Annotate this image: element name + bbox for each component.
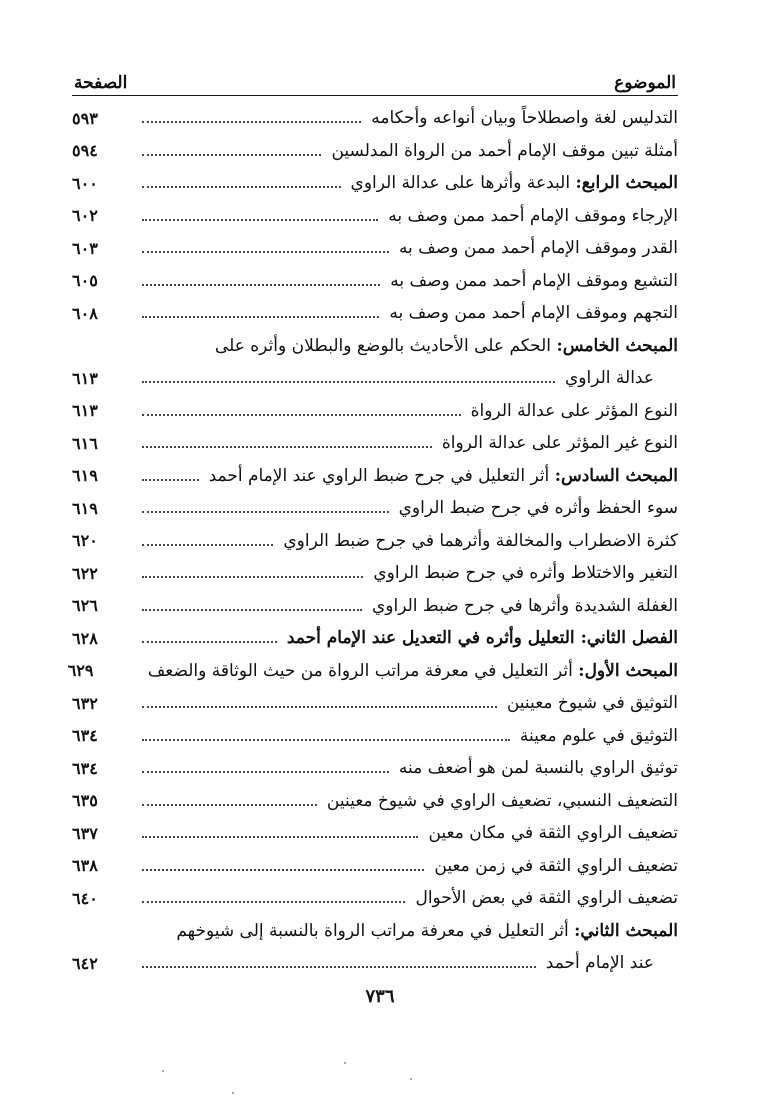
toc-entry [72,850,678,883]
toc-page-number: ٥٩٣ [72,108,98,128]
dot-leader [142,479,199,481]
toc-entry [72,492,678,525]
dot-leader [142,804,317,806]
toc-entry-text: أثر التعليل في جرح ضبط الراوي عند الإمام أحمد [208,465,555,486]
toc-entry [72,947,678,980]
section-heading-label: المبحث الأول: [578,660,678,681]
toc-entry-text: الغفلة الشديدة وأثرها في جرح ضبط الراوي [372,595,678,616]
toc-entry-text: توثيق الراوي بالنسبة لمن هو أضعف منه [398,758,678,779]
toc-entry-text: البدعة وأثرها على عدالة الراوي [350,173,576,194]
toc-page-number: ٦١٦ [72,433,98,453]
toc-entry-text: أمثلة تبين موقف الإمام أحمد من الرواة المدلسين [331,140,678,161]
toc-page-number: ٦٢٦ [72,596,98,616]
toc-page-number: ٦١٣ [72,368,98,388]
section-heading-label: المبحث الرابع: [575,173,678,194]
toc-entry-text: التوثيق في علوم معينة [519,725,678,746]
subject-column-label: الموضوع [614,73,676,93]
dot-leader [142,316,379,318]
scan-speck [410,1078,412,1080]
toc-entry [72,752,678,785]
dot-leader [142,901,405,903]
dot-leader [142,576,363,578]
toc-header [72,58,678,96]
toc-entry-text: كثرة الاضطراب والمخالفة وأثرهما في جرح ضبط الراوي [283,530,678,551]
toc-entry-text: التشيع وموقف الإمام أحمد ممن وصف به [390,270,678,291]
toc-page-number: ٦٤٠ [72,888,98,908]
toc-entry [67,655,678,688]
dot-leader [142,414,461,416]
toc-page-number: ٦٢٢ [72,563,98,583]
dot-leader [142,121,361,123]
toc-page-number: ٦١٩ [72,466,98,486]
toc-entry [72,557,678,590]
dot-leader [142,219,378,221]
toc-entry-text: التعليل وأثره في التعديل عند الإمام أحمد [286,628,581,649]
toc-entry [72,915,678,948]
toc-entry [72,882,678,915]
dot-leader [142,609,362,611]
toc-entry [72,135,678,168]
toc-entry [72,622,678,655]
toc-entry-text: القدر وموقف الإمام أحمد ممن وصف به [398,238,678,259]
toc-entry-title [209,466,678,486]
toc-entry-text: الإرجاء وموقف الإمام أحمد ممن وصف به [388,205,678,226]
toc-entry-title [520,726,678,746]
toc-entry-text: النوع المؤثر على عدالة الرواة [470,400,678,421]
toc-page-number: ٦٠٣ [72,238,98,258]
toc-entry [72,102,678,135]
toc-entry-title [283,531,678,551]
toc-page-number: ٥٩٤ [72,141,98,161]
toc-entry [72,785,678,818]
toc-entry [72,687,678,720]
toc-entry-text: تضعيف الراوي الثقة في مكان معين [428,823,678,844]
dot-leader [142,511,389,513]
toc-page-number: ٦٣٧ [72,823,98,843]
toc-entry-title [507,693,678,713]
toc-entry-title [373,563,678,583]
toc-page-number: ٦٣٢ [72,693,98,713]
toc-entry [72,720,678,753]
toc-entry-text: التغير والاختلاط وأثره في جرح ضبط الراوي [373,563,678,584]
toc-entry-text: أثر التعليل في معرفة مراتب الرواة بالنسبة إلى شيوخهم [176,920,575,941]
toc-entry-title [148,661,678,681]
toc-entry-text: سوء الحفظ وأثره في جرح ضبط الراوي [398,498,678,519]
toc-entry-title [215,336,678,356]
dot-leader [142,251,389,253]
toc-entry-text: الحكم على الأحاديث بالوضع والبطلان وأثره على [214,335,557,356]
section-heading-label: المبحث الخامس: [556,335,678,356]
toc-entry-title [565,368,654,388]
scan-speck [344,1062,346,1064]
toc-entry-text: التوثيق في شيوخ معينين [506,693,678,714]
toc-entry [72,525,678,558]
toc-page-number: ٦٣٨ [72,856,98,876]
toc-entry-title [287,628,678,648]
toc-entry [72,427,678,460]
dot-leader [142,771,389,773]
page-number: ٧٣٦ [365,986,395,1007]
toc-page-number: ٦٠٥ [72,271,98,291]
toc-page-number: ٦٠٠ [72,173,98,193]
toc-page-number: ٦٣٥ [72,791,98,811]
dot-leader [142,869,424,871]
toc-entry-title [351,173,678,193]
toc-page-number: ٦٢٩ [67,661,94,681]
toc-entry-title [388,206,678,226]
toc-entry [72,200,678,233]
section-heading-label: المبحث السادس: [554,465,678,486]
toc-entry [72,297,678,330]
toc-page-number: ٦٣٤ [72,758,98,778]
toc-entry-title [176,921,678,941]
toc-entry-text: عند الإمام أحمد [545,953,654,974]
scan-speck [162,1070,164,1072]
toc-page-number: ٦٢٠ [72,531,98,551]
toc-entry [72,265,678,298]
dot-leader [142,739,510,741]
toc-entry-title [546,953,654,973]
section-heading-label: المبحث الثاني: [574,920,678,941]
toc-entry-text: التضعيف النسبي، تضعيف الراوي في شيوخ معينين [326,790,678,811]
dot-leader [142,446,432,448]
toc-entry-title [331,141,678,161]
toc-entry-text: التدليس لغة واصطلاحاً وبيان أنواعه وأحكامه [371,108,678,129]
scan-speck [232,1092,234,1094]
toc-page-number: ٦٣٤ [72,726,98,746]
toc-page-number: ٦٢٨ [72,628,98,648]
scan-specks [0,1062,760,1082]
toc-entry-title [389,303,678,323]
toc-entry-text: عدالة الراوي [564,368,654,389]
toc-list [67,102,678,980]
dot-leader [142,836,418,838]
toc-page-number: ٦٤٢ [72,953,98,973]
toc-page-number: ٦١٣ [72,401,98,421]
toc-entry [72,330,678,363]
section-heading-label: الفصل الثاني: [580,628,678,649]
toc-page-number: ٦٠٨ [72,303,98,323]
toc-entry-text: أثر التعليل في معرفة مراتب الرواة من حيث الوثاقة والضعف [147,660,579,681]
toc-entry-title [399,238,678,258]
toc-entry-title [442,433,678,453]
toc-entry [72,362,678,395]
toc-entry-text: التجهم وموقف الإمام أحمد ممن وصف به [389,303,678,324]
dot-leader [142,154,321,156]
dot-leader [142,641,277,643]
toc-page-number: ٦١٩ [72,498,98,518]
toc-entry-text: النوع غير المؤثر على عدالة الرواة [441,433,678,454]
toc-entry-title [399,758,678,778]
toc-entry-title [399,498,678,518]
toc-entry-title [428,823,678,843]
dot-leader [142,186,341,188]
dot-leader [142,966,536,968]
toc-entry [72,817,678,850]
toc-entry-title [327,791,678,811]
toc-page-number: ٦٠٢ [72,206,98,226]
dot-leader [142,544,273,546]
toc-entry-title [372,596,678,616]
toc-entry [72,167,678,200]
toc-entry-title [390,271,678,291]
dot-leader [142,284,380,286]
toc-entry [72,232,678,265]
toc-page [67,58,678,980]
toc-entry-text: تضعيف الراوي الثقة في زمن معين [434,855,678,876]
toc-entry-text: تضعيف الراوي الثقة في بعض الأحوال [415,888,678,909]
toc-entry [72,460,678,493]
toc-entry-title [471,401,678,421]
dot-leader [142,381,555,383]
toc-entry-title [434,856,678,876]
dot-leader [142,706,497,708]
toc-entry [72,590,678,623]
page-column-label: الصفحة [74,73,128,93]
toc-entry-title [415,888,678,908]
toc-entry [72,395,678,428]
toc-entry-title [371,108,678,128]
